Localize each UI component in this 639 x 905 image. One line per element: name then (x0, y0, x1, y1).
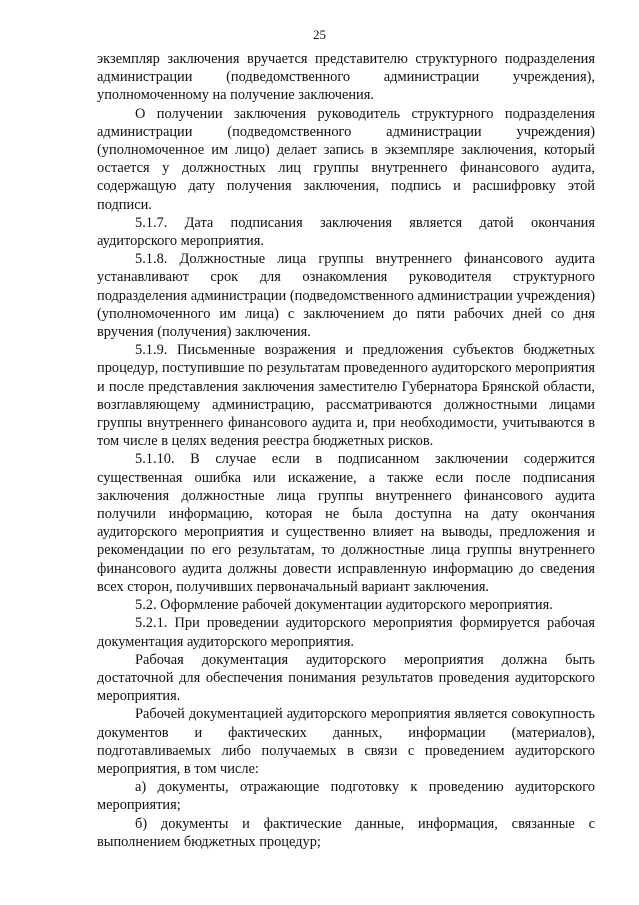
paragraph: Рабочей документацией аудиторского мероприятия является совокупность документов и фактических данных, информации (материалов), подготавливаемых либо получаемых в связи с проведением аудиторского мероприятия, в том числе: (97, 706, 595, 777)
paragraph-5-1-9: 5.1.9. Письменные возражения и предложения субъектов бюджетных процедур, поступившие по результатам проведенного аудиторского мероприятия и после представления заключения заместителю Губернатора Брянской области, возглавляющему администрацию, рассматриваются должностными лицами группы внутреннего финансового аудита и, при необходимости, учитываются в том числе в целях ведения реестра бюджетных рисков. (97, 342, 595, 450)
paragraph-continuation: экземпляр заключения вручается представителю структурного подразделения администрации (подведомственного администрации учреждения), уполномоченному на получение заключения. (97, 51, 595, 104)
section-heading-5-2: 5.2. Оформление рабочей документации аудиторского мероприятия. (135, 597, 553, 614)
paragraph-5-1-8: 5.1.8. Должностные лица группы внутреннего финансового аудита устанавливают срок для ознакомления руководителя структурного подразделения администрации (подведомственного администрации учреждения) (уполномоченного им лица) с заключением до пяти рабочих дней со дня вручения (получения) заключения. (97, 251, 595, 341)
paragraph-5-1-7: 5.1.7. Дата подписания заключения является датой окончания аудиторского мероприятия. (97, 214, 595, 250)
page-number: 25 (313, 27, 326, 42)
paragraph: Рабочая документация аудиторского мероприятия должна быть достаточной для обеспечения понимания результатов проведения аудиторского мероприятия. (97, 651, 595, 705)
paragraph-5-1-10: 5.1.10. В случае если в подписанном заключении содержится существенная ошибка или искажение, а также если после подписания заключения должностные лица группы внутреннего финансового аудита получили информацию, которая не была доступна на дату окончания аудиторского мероприятия и существенно влияет на выводы, предложения и рекомендации по его результатам, то должностные лица группы внутреннего финансового аудита должны довести исправленную информацию до сведения всех сторон, получивших первоначальный вариант заключения. (97, 451, 595, 595)
paragraph: О получении заключения руководитель структурного подразделения администрации (подведомственного администрации учреждения) (уполномоченное им лицо) делает запись в экземпляре заключения, который остается у должностных лиц группы внутреннего финансового аудита, содержащую дату получения заключения, подпись и расшифровку этой подписи. (97, 105, 595, 213)
document-body (97, 50, 595, 851)
list-item-b: б) документы и фактические данные, информация, связанные с выполнением бюджетных процедур; (97, 815, 595, 850)
paragraph-5-2-1: 5.2.1. При проведении аудиторского мероприятия формируется рабочая документация аудиторского мероприятия. (97, 615, 595, 650)
list-item-a: а) документы, отражающие подготовку к проведению аудиторского мероприятия; (97, 779, 595, 814)
